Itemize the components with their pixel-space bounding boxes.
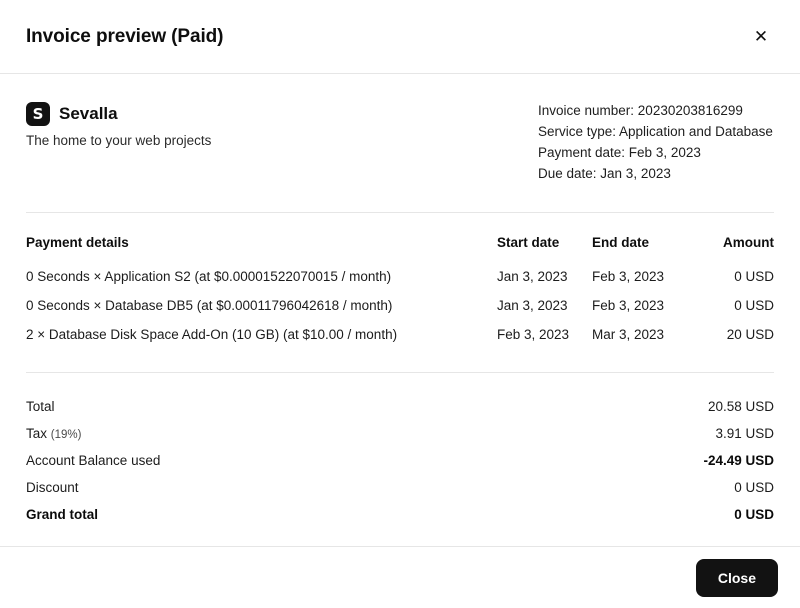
discount-label: Discount <box>26 480 79 495</box>
total-label: Total <box>26 399 55 414</box>
line-item-end-date: Feb 3, 2023 <box>592 298 665 313</box>
close-icon[interactable]: ✕ <box>746 22 776 52</box>
line-item-start-date: Feb 3, 2023 <box>497 327 570 342</box>
line-item-description: 0 Seconds × Application S2 (at $0.00001522070015 / month) <box>26 269 392 284</box>
total-row-discount <box>26 474 774 501</box>
line-item-description: 2 × Database Disk Space Add-On (10 GB) (at $10.00 / month) <box>26 327 398 342</box>
table-row <box>26 291 774 320</box>
brand-tagline: The home to your web projects <box>26 133 212 148</box>
payment-date: Payment date: Feb 3, 2023 <box>538 145 701 160</box>
invoice-number: Invoice number: 20230203816299 <box>538 103 743 118</box>
line-item-start-date: Jan 3, 2023 <box>497 269 568 284</box>
brand-block <box>26 100 211 148</box>
invoice-body <box>0 74 800 546</box>
line-item-end-date: Feb 3, 2023 <box>592 269 665 284</box>
column-amount: Amount <box>723 235 774 250</box>
page-title: Invoice preview (Paid) <box>26 25 224 47</box>
column-start-date: Start date <box>497 235 560 250</box>
total-row-total <box>26 393 774 420</box>
total-row-tax <box>26 420 774 447</box>
tax-label-text: Tax <box>26 426 48 441</box>
invoice-meta <box>538 100 774 184</box>
close-button[interactable]: Close <box>696 559 778 597</box>
line-item-amount: 0 USD <box>734 269 774 284</box>
column-payment-details: Payment details <box>26 235 129 250</box>
sevalla-logo-icon: S <box>26 102 50 126</box>
totals-section <box>26 372 774 528</box>
table-header-row <box>26 235 774 262</box>
brand-name: Sevalla <box>59 104 118 123</box>
header-divider <box>26 212 774 213</box>
invoice-header-row <box>26 100 774 184</box>
total-row-grand-total <box>26 501 774 528</box>
account-balance-value: -24.49 USD <box>703 453 774 468</box>
line-item-description: 0 Seconds × Database DB5 (at $0.00011796042618 / month) <box>26 298 393 313</box>
total-row-account-balance <box>26 447 774 474</box>
line-item-start-date: Jan 3, 2023 <box>497 298 568 313</box>
modal-header <box>0 0 800 74</box>
grand-total-value: 0 USD <box>734 507 774 522</box>
tax-label <box>26 426 81 441</box>
account-balance-label: Account Balance used <box>26 453 161 468</box>
line-item-end-date: Mar 3, 2023 <box>592 327 665 342</box>
line-item-amount: 0 USD <box>734 298 774 313</box>
payment-details-table <box>26 235 774 349</box>
total-value: 20.58 USD <box>707 399 774 414</box>
grand-total-label: Grand total <box>26 507 99 522</box>
tax-rate: (19%) <box>50 429 82 441</box>
table-row <box>26 320 774 349</box>
due-date: Due date: Jan 3, 2023 <box>538 166 671 181</box>
modal-footer <box>0 546 800 608</box>
discount-value: 0 USD <box>734 480 774 495</box>
service-type: Service type: Application and Database <box>538 124 773 139</box>
tax-value: 3.91 USD <box>715 426 774 441</box>
brand-name-line <box>26 102 211 126</box>
table-row <box>26 262 774 291</box>
line-item-amount: 20 USD <box>726 327 774 342</box>
column-end-date: End date <box>592 235 650 250</box>
